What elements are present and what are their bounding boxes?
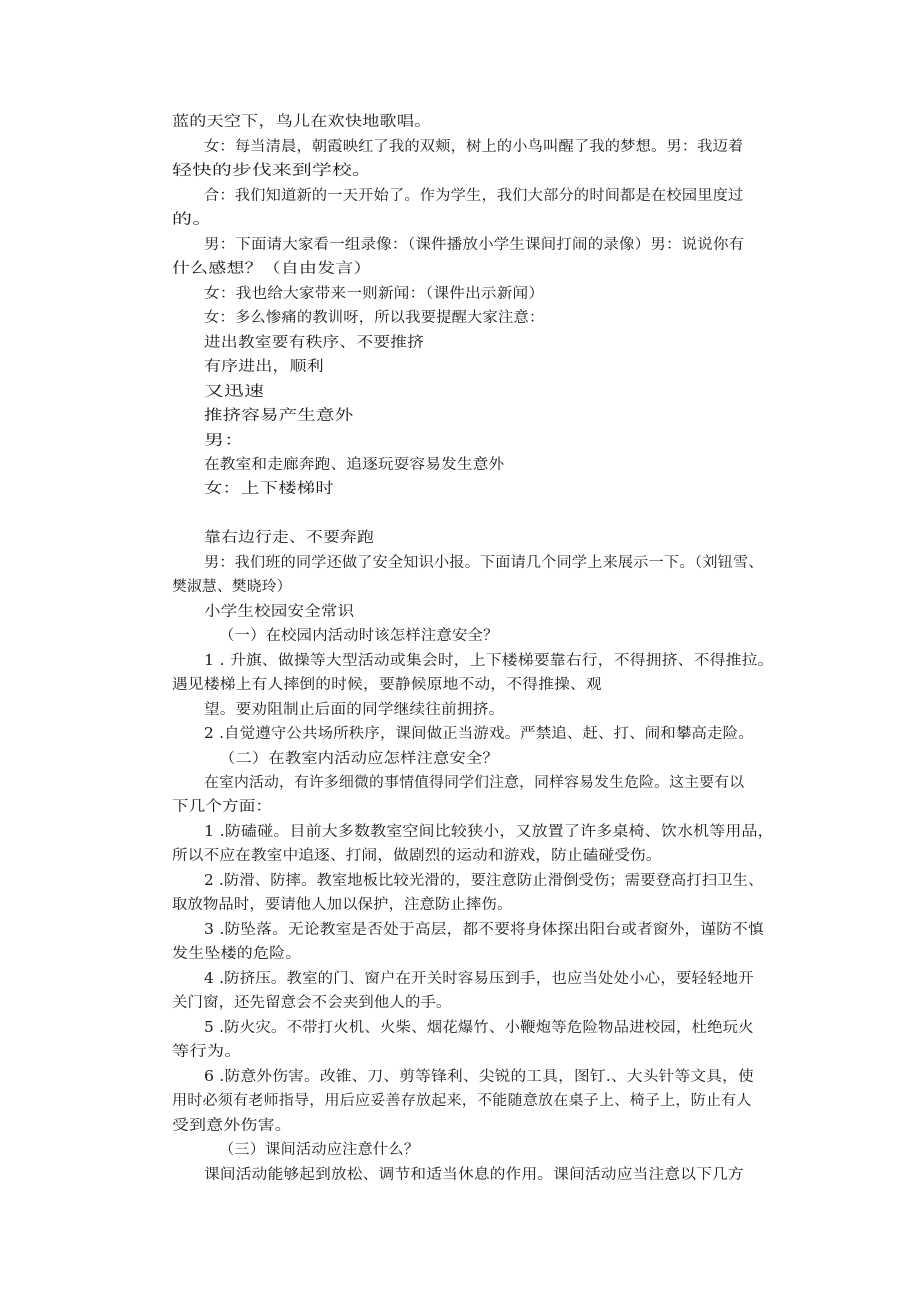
text-line: 1 . 升旗、做操等大型活动或集会时，上下楼梯要靠右行，不得拥挤、不得推拉。 — [204, 653, 774, 669]
text-line: 1 .防磕碰。目前大多数教室空间比较狭小，又放置了许多桌椅、饮水机等用品， — [204, 824, 774, 840]
text-line: 的。 — [172, 212, 213, 228]
text-line: 女：多么惨痛的教训呀，所以我要提醒大家注意： — [204, 310, 545, 326]
text-line: （三）课间活动应注意什么？ — [219, 1142, 420, 1158]
text-line: 关门窗，还先留意会不会夹到他人的手。 — [172, 995, 452, 1011]
text-line: 下几个方面： — [172, 799, 273, 815]
text-line: 望。要劝阻制止后面的同学继续往前拥挤。 — [204, 702, 505, 718]
text-line: 靠右边行走、不要奔跑 — [204, 530, 374, 546]
text-line: （二）在教室内活动应怎样注意安全？ — [219, 751, 499, 767]
text-line: 女：上下楼梯时 — [204, 481, 334, 497]
text-line: 男： — [204, 433, 245, 449]
text-line: 合：我们知道新的一天开始了。作为学生，我们大部分的时间都是在校园里度过 — [204, 188, 744, 204]
text-line: 轻快的步伐来到学校。 — [172, 163, 372, 179]
text-line: 发生坠楼的危险。 — [172, 946, 302, 962]
text-line: 受到意外伤害。 — [172, 1118, 292, 1134]
text-line: 蓝的天空下，鸟儿在欢快地歌唱。 — [172, 114, 432, 130]
text-line: （一）在校园内活动时该怎样注意安全？ — [219, 628, 499, 644]
text-line: 遇见楼梯上有人摔倒的时候，要静候原地不动，不得推操、观 — [172, 677, 602, 693]
text-line: 男：下面请大家看一组录像：（课件播放小学生课间打闹的录像）男：说说你有 — [204, 237, 745, 253]
text-line: 小学生校园安全常识 — [204, 604, 355, 620]
text-line: 等行为。 — [172, 1044, 242, 1060]
text-line: 课间活动能够起到放松、调节和适当休息的作用。课间活动应当注意以下几方 — [204, 1167, 744, 1183]
text-line: 樊淑慧、樊晓玲） — [172, 579, 292, 595]
text-line: 又迅速 — [204, 384, 265, 400]
text-line: 女：我也给大家带来一则新闻：（课件出示新闻） — [204, 286, 545, 302]
text-line: 4 .防挤压。教室的门、窗户在开关时容易压到手，也应当处处小心，要轻轻地开 — [204, 971, 754, 987]
text-line: 进出教室要有秩序、不要推挤 — [204, 335, 425, 351]
text-line: 在教室和走廊奔跑、追逐玩耍容易发生意外 — [204, 457, 505, 473]
text-line: 所以不应在教室中追逐、打闹，做剧烈的运动和游戏，防止磕碰受伤。 — [172, 848, 662, 864]
text-line: 2 .自觉遵守公共场所秩序，课间做正当游戏。严禁追、赶、打、闹和攀高走险。 — [204, 726, 754, 742]
text-line: 有序进出，顺利 — [204, 359, 324, 375]
text-line: 6 .防意外伤害。改锥、刀、剪等锋利、尖锐的工具，图钉.、大头针等文具，使 — [204, 1069, 754, 1085]
text-line: 什么感想？（自由发言） — [172, 261, 372, 277]
text-line: 3 .防坠落。无论教室是否处于高层，都不要将身体探出阳台或者窗外，谨防不慎 — [204, 922, 764, 938]
text-line: 女：每当清晨，朝霞映红了我的双颊，树上的小鸟叫醒了我的梦想。男：我迈着 — [204, 139, 744, 155]
text-line: 在室内活动，有许多细微的事情值得同学们注意，同样容易发生危险。这主要有以 — [204, 775, 745, 791]
text-line: 取放物品时，要请他人加以保护，注意防止摔伤。 — [172, 897, 513, 913]
text-line: 推挤容易产生意外 — [204, 408, 354, 424]
text-line: 5 .防火灾。不带打火机、火柴、烟花爆竹、小鞭炮等危险物品进校园，杜绝玩火 — [204, 1020, 754, 1036]
text-line: 用时必须有老师指导，用后应妥善存放起来，不能随意放在桌子上、椅子上，防止有人 — [172, 1093, 752, 1109]
text-line: 男：我们班的同学还做了安全知识小报。下面请几个同学上来展示一下。（刘钮雪、 — [204, 555, 764, 571]
text-line: 2 .防滑、防摔。教室地板比较光滑的，要注意防止滑倒受伤；需要登高打扫卫生、 — [204, 873, 764, 889]
